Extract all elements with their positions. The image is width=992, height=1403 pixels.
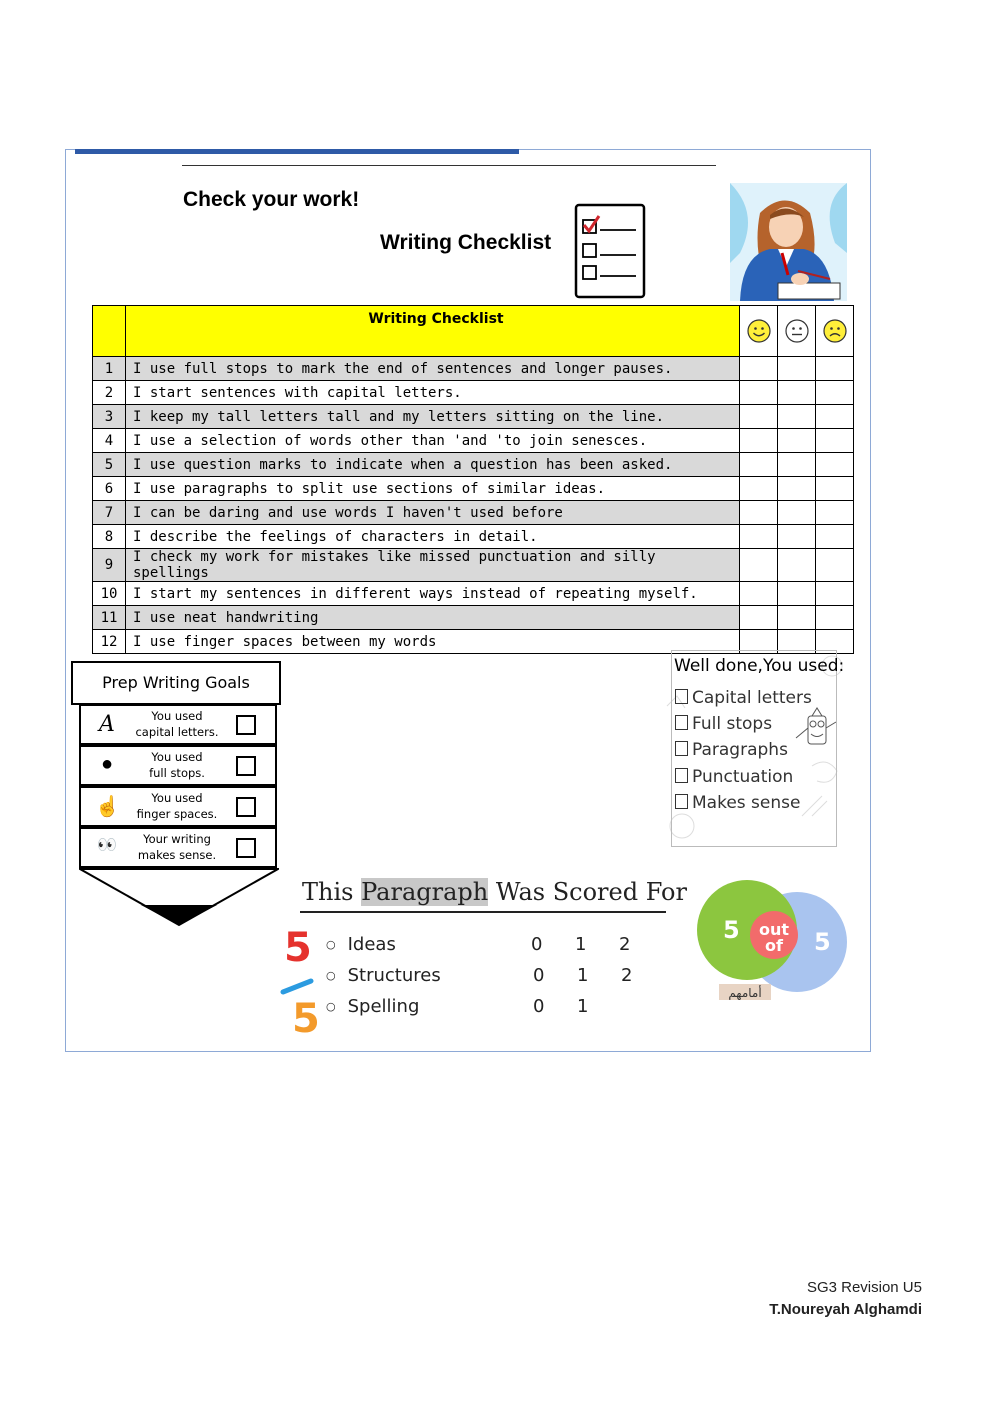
mark-cell[interactable]	[816, 582, 854, 606]
item-checkbox[interactable]	[675, 715, 688, 730]
well-done-item: Punctuation	[675, 767, 793, 787]
goal-finger-spaces	[79, 786, 277, 827]
girl-writing-illustration	[730, 183, 847, 301]
goal-text: full stops.	[149, 766, 205, 780]
well-done-item: Paragraphs	[675, 740, 788, 760]
mark-cell[interactable]	[816, 501, 854, 525]
score-denominator: 5	[292, 996, 320, 1042]
title-underline	[300, 911, 666, 913]
table-row	[93, 381, 854, 405]
eyes-icon: 👀	[97, 837, 117, 854]
row-text: I use question marks to indicate when a question has been asked.	[126, 453, 740, 477]
goal-text: finger spaces.	[136, 807, 218, 821]
mark-cell[interactable]	[740, 582, 778, 606]
mark-cell[interactable]	[778, 606, 816, 630]
score-option[interactable]: 2	[619, 934, 631, 955]
row-number: 10	[93, 582, 126, 606]
mark-cell[interactable]	[740, 453, 778, 477]
table-header-row	[93, 306, 854, 357]
neutral-face-icon	[785, 319, 809, 343]
row-number: 2	[93, 381, 126, 405]
badge-of: of	[765, 936, 783, 955]
goal-text: You used	[151, 750, 203, 764]
item-checkbox[interactable]	[675, 768, 688, 783]
mark-cell[interactable]	[740, 405, 778, 429]
writing-checklist-title: Writing Checklist	[380, 231, 552, 254]
paragraph-scored-title: This Paragraph Was Scored For	[302, 878, 687, 906]
row-text: I describe the feelings of characters in detail.	[126, 525, 740, 549]
goal-checkbox[interactable]	[236, 838, 256, 858]
goal-full-stops	[79, 745, 277, 786]
row-number: 12	[93, 630, 126, 654]
well-done-box	[662, 646, 846, 851]
well-done-item: Full stops	[675, 714, 772, 734]
table-row	[93, 453, 854, 477]
row-number: 5	[93, 453, 126, 477]
mark-cell[interactable]	[740, 381, 778, 405]
clipboard-checklist-icon	[574, 203, 646, 299]
row-number: 4	[93, 429, 126, 453]
row-text: I use full stops to mark the end of sentences and longer pauses.	[126, 357, 740, 381]
table-row	[93, 405, 854, 429]
row-number: 9	[93, 549, 126, 582]
row-number: 8	[93, 525, 126, 549]
goal-text: You used	[151, 709, 203, 723]
table-row	[93, 549, 854, 582]
writing-checklist-table	[92, 305, 854, 654]
neutral-face-cell	[778, 306, 816, 357]
goal-makes-sense	[79, 827, 277, 868]
header-label: Writing Checklist	[126, 306, 740, 357]
mark-cell[interactable]	[778, 429, 816, 453]
happy-face-icon	[747, 319, 771, 343]
row-text: I keep my tall letters tall and my letters sitting on the line.	[126, 405, 740, 429]
score-option[interactable]: 0	[533, 965, 545, 986]
row-number: 11	[93, 606, 126, 630]
out-of-badge	[697, 880, 849, 1002]
mark-cell[interactable]	[778, 582, 816, 606]
mark-cell[interactable]	[816, 453, 854, 477]
table-row	[93, 429, 854, 453]
sad-face-icon	[823, 319, 847, 343]
mark-cell[interactable]	[740, 525, 778, 549]
row-number: 7	[93, 501, 126, 525]
item-checkbox[interactable]	[675, 794, 688, 809]
goal-checkbox[interactable]	[236, 715, 256, 735]
mark-cell[interactable]	[816, 525, 854, 549]
mark-cell[interactable]	[740, 477, 778, 501]
name-line	[182, 165, 716, 166]
mark-cell[interactable]	[740, 429, 778, 453]
mark-cell[interactable]	[740, 606, 778, 630]
mark-cell[interactable]	[778, 381, 816, 405]
table-row	[93, 477, 854, 501]
footer-revision: SG3 Revision U5	[806, 1279, 922, 1296]
goal-capital-letters	[79, 704, 277, 745]
dot-icon: ●	[100, 753, 114, 775]
finger-icon: ☝	[95, 796, 120, 818]
row-text: I start my sentences in different ways instead of repeating myself.	[126, 582, 740, 606]
mark-cell[interactable]	[778, 405, 816, 429]
row-text: I use paragraphs to split use sections of similar ideas.	[126, 477, 740, 501]
mark-cell[interactable]	[778, 525, 816, 549]
table-row	[93, 525, 854, 549]
mark-cell[interactable]	[778, 549, 816, 582]
score-option[interactable]: 1	[577, 996, 589, 1017]
goal-text: You used	[151, 791, 203, 805]
mark-cell[interactable]	[778, 453, 816, 477]
well-done-item: Capital letters	[675, 688, 812, 708]
footer-teacher: T.Noureyah Alghamdi	[769, 1301, 922, 1318]
row-text: I check my work for mistakes like missed punctuation and silly spellings	[126, 549, 740, 582]
mark-cell[interactable]	[816, 381, 854, 405]
check-your-work-title: Check your work!	[183, 188, 360, 211]
mark-cell[interactable]	[816, 357, 854, 381]
table-row	[93, 501, 854, 525]
row-number: 3	[93, 405, 126, 429]
mark-cell[interactable]	[778, 501, 816, 525]
top-accent-bar	[75, 149, 519, 154]
score-option[interactable]: 0	[533, 996, 545, 1017]
badge-left-number: 5	[723, 916, 740, 944]
table-row	[93, 582, 854, 606]
happy-face-cell	[740, 306, 778, 357]
score-option[interactable]: 0	[531, 934, 543, 955]
score-option[interactable]: 1	[575, 934, 587, 955]
goal-text: Your writing	[143, 832, 211, 846]
row-number: 6	[93, 477, 126, 501]
score-row-structures: ○ Structures	[326, 965, 441, 986]
letter-a-icon: A	[99, 712, 115, 737]
item-checkbox[interactable]	[675, 741, 688, 756]
mark-cell[interactable]	[816, 549, 854, 582]
well-done-item: Makes sense	[675, 793, 800, 813]
row-text: I start sentences with capital letters.	[126, 381, 740, 405]
goal-text: makes sense.	[137, 848, 217, 862]
mark-cell[interactable]	[778, 357, 816, 381]
row-text: I use neat handwriting	[126, 606, 740, 630]
mark-cell[interactable]	[740, 549, 778, 582]
mark-cell[interactable]	[816, 477, 854, 501]
score-option[interactable]: 2	[621, 965, 633, 986]
mark-cell[interactable]	[816, 606, 854, 630]
mark-cell[interactable]	[778, 477, 816, 501]
item-checkbox[interactable]	[675, 689, 688, 704]
badge-caption: أمامهم	[728, 986, 762, 1000]
table-row	[93, 606, 854, 630]
row-text: I can be daring and use words I haven't used before	[126, 501, 740, 525]
fraction-slash-icon	[280, 976, 316, 996]
goals-arrow-icon	[79, 867, 279, 927]
badge-right-number: 5	[814, 928, 831, 956]
score-numerator: 5	[284, 925, 312, 971]
header-num-cell	[93, 306, 126, 357]
goal-checkbox[interactable]	[236, 756, 256, 776]
row-text: I use a selection of words other than 'and 'to join senesces.	[126, 429, 740, 453]
badge-out: out	[758, 920, 790, 939]
row-text: I use finger spaces between my words	[126, 630, 740, 654]
well-done-title: Well done,You used:	[674, 656, 845, 676]
goals-title: Prep Writing Goals	[71, 661, 281, 705]
mark-cell[interactable]	[740, 501, 778, 525]
score-row-spelling: ○ Spelling	[326, 996, 420, 1017]
score-option[interactable]: 1	[577, 965, 589, 986]
row-number: 1	[93, 357, 126, 381]
goal-checkbox[interactable]	[236, 797, 256, 817]
table-row	[93, 357, 854, 381]
goal-text: capital letters.	[135, 725, 219, 739]
score-row-ideas: ○ Ideas	[326, 934, 396, 955]
mark-cell[interactable]	[816, 405, 854, 429]
sad-face-cell	[816, 306, 854, 357]
mark-cell[interactable]	[816, 429, 854, 453]
mark-cell[interactable]	[740, 357, 778, 381]
